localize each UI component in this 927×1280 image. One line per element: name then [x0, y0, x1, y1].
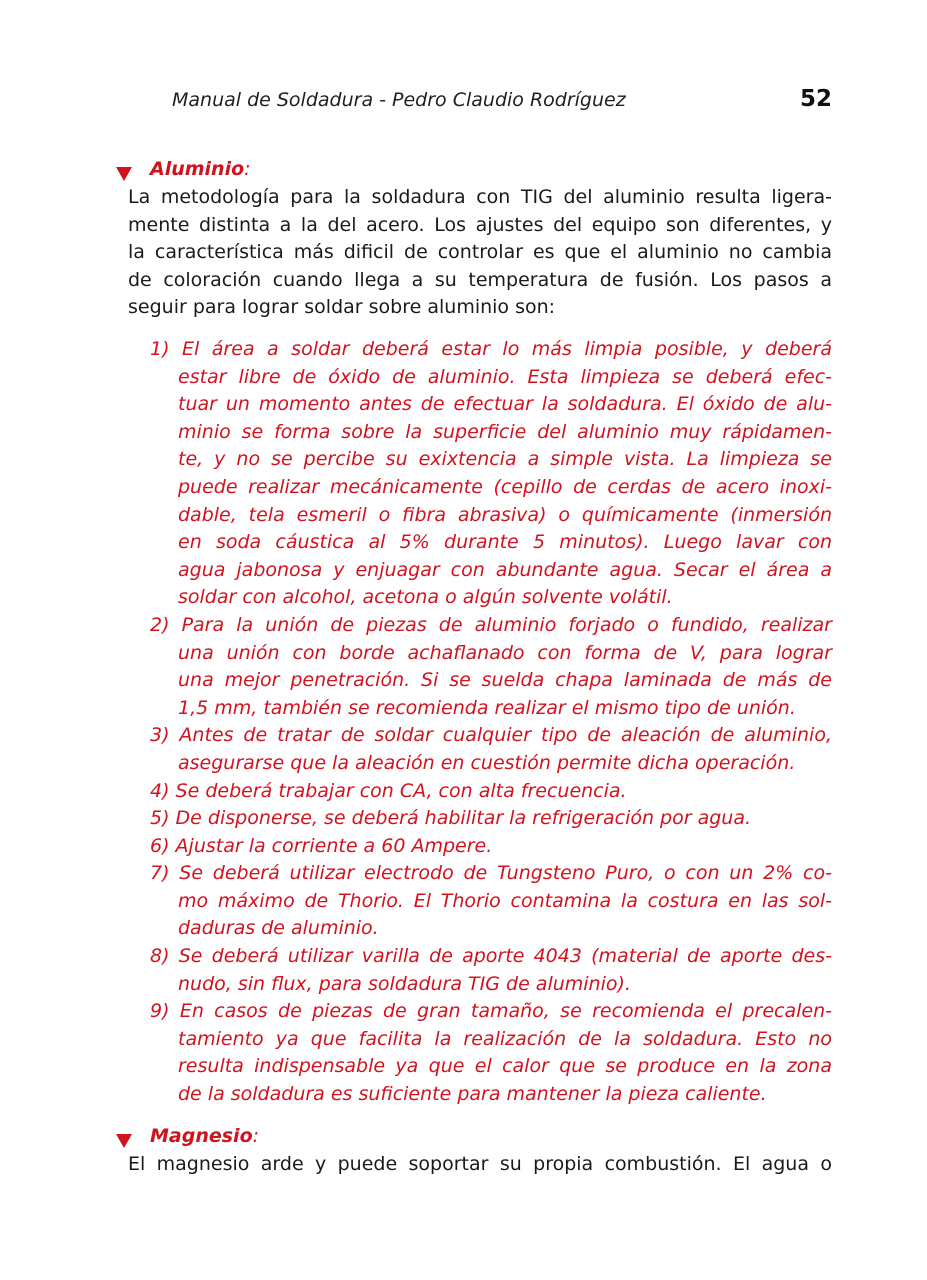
step-line: mo máximo de Thorio. El Thorio contamina la costura en las sol-	[178, 889, 832, 912]
step-line: dable, tela esmeril o fibra abrasiva) o químicamente (inmersión	[178, 503, 832, 526]
step-line: agua jabonosa y enjuagar con abundante agua. Secar el área a	[178, 558, 832, 581]
step-line: 3) Antes de tratar de soldar cualquier tipo de aleación de aluminio,	[150, 724, 832, 747]
step-line: te, y no se percibe su exixtencia a simple vista. La limpieza se	[178, 448, 832, 471]
triangle-down-icon	[116, 1134, 132, 1148]
step-line: asegurarse que la aleación en cuestión permite dicha operación.	[178, 751, 796, 774]
magnesio-intro-paragraph	[128, 1151, 832, 1179]
step-line: estar libre de óxido de aluminio. Esta limpieza se deberá efec-	[178, 365, 832, 388]
paragraph-line: de coloración cuando llega a su temperatura de fusión. Los pasos a	[128, 268, 832, 291]
step-line: 1,5 mm, también se recomienda realizar el mismo tipo de unión.	[178, 696, 796, 719]
heading-colon: :	[244, 158, 251, 180]
list-item	[150, 805, 832, 833]
step-line: 8) Se deberá utilizar varilla de aporte 4043 (material de aporte des-	[150, 945, 832, 968]
paragraph-line: mente distinta a la del acero. Los ajustes del equipo son diferentes, y	[128, 213, 832, 236]
list-item	[150, 998, 832, 1108]
list-item	[150, 833, 832, 861]
paragraph-line: La metodología para la soldadura con TIG del aluminio resulta ligera-	[128, 186, 832, 208]
aluminio-steps-list	[150, 336, 832, 1109]
step-line: nudo, sin flux, para soldadura TIG de aluminio).	[178, 972, 631, 995]
step-line: 5) De disponerse, se deberá habilitar la refrigeración por agua.	[150, 807, 752, 830]
list-item	[150, 722, 832, 777]
step-line: daduras de aluminio.	[178, 917, 379, 940]
section-heading-aluminio	[116, 158, 251, 186]
step-line: puede realizar mecánicamente (cepillo de cerdas de acero inoxi-	[178, 475, 832, 498]
paragraph-line: El magnesio arde y puede soportar su propia combustión. El agua o	[128, 1153, 832, 1175]
step-line: 7) Se deberá utilizar electrodo de Tungsteno Puro, o con un 2% co-	[150, 862, 832, 885]
step-line: tuar un momento antes de efectuar la soldadura. El óxido de alu-	[178, 393, 832, 416]
step-line: 2) Para la unión de piezas de aluminio forjado o fundido, realizar	[150, 613, 832, 636]
step-line: soldar con alcohol, acetona o algún solvente volátil.	[178, 586, 673, 609]
step-line: una unión con borde achaflanado con forma de V, para lograr	[178, 641, 832, 664]
page-header	[172, 86, 832, 118]
step-line: tamiento ya que facilita la realización de la soldadura. Esto no	[178, 1027, 832, 1050]
step-line: en soda cáustica al 5% durante 5 minutos). Luego lavar con	[178, 531, 832, 554]
heading-colon: :	[252, 1125, 260, 1147]
step-line: 1) El área a soldar deberá estar lo más limpia posible, y deberá	[150, 338, 832, 360]
step-line: 9) En casos de piezas de gran tamaño, se recomienda el precalen-	[150, 1000, 832, 1023]
aluminio-intro-paragraph	[128, 184, 832, 322]
paragraph-line: seguir para lograr soldar sobre aluminio son:	[128, 296, 556, 319]
triangle-down-icon	[116, 167, 132, 181]
section-heading-magnesio	[116, 1125, 259, 1153]
step-line: minio se forma sobre la superficie del aluminio muy rápidamen-	[178, 420, 832, 443]
heading-label: Magnesio	[150, 1125, 253, 1147]
page-number: 52	[799, 86, 832, 112]
header-title: Manual de Soldadura - Pedro Claudio Rodríguez	[172, 89, 626, 111]
heading-label: Aluminio	[150, 158, 245, 180]
list-item	[150, 336, 832, 612]
list-item	[150, 778, 832, 806]
step-line: 6) Ajustar la corriente a 60 Ampere.	[150, 834, 493, 857]
list-item	[150, 860, 832, 943]
list-item	[150, 943, 832, 998]
step-line: de la soldadura es suficiente para mantener la pieza caliente.	[178, 1083, 767, 1106]
paragraph-line: la característica más dificil de controlar es que el aluminio no cambia	[128, 241, 832, 264]
list-item	[150, 612, 832, 722]
step-line: 4) Se deberá trabajar con CA, con alta frecuencia.	[150, 779, 627, 802]
step-line: resulta indispensable ya que el calor que se produce en la zona	[178, 1055, 832, 1078]
step-line: una mejor penetración. Si se suelda chapa laminada de más de	[178, 669, 832, 692]
